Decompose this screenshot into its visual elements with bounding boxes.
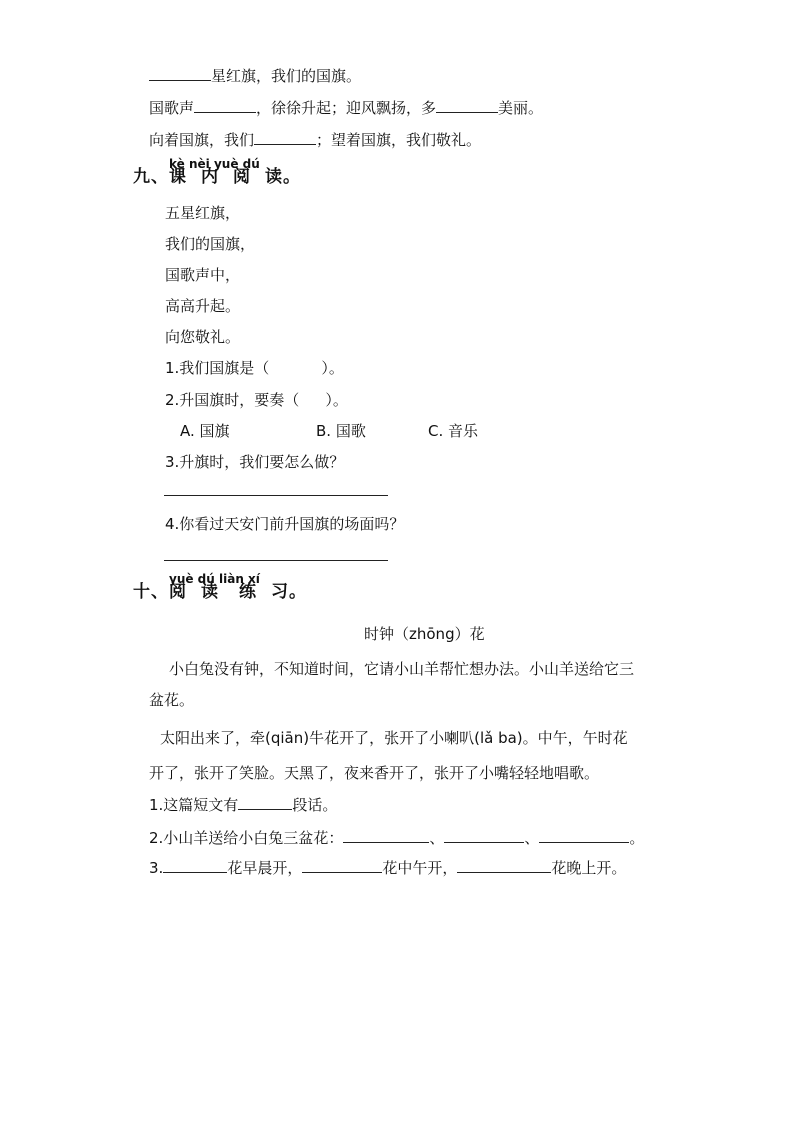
poem-line: 高高升起。 (165, 297, 241, 315)
section-10-title: yuè dú liàn xí 阅 读 练 习。 (169, 582, 307, 602)
s9-question-4: 4.你看过天安门前升国旗的场面吗？ (165, 515, 405, 533)
blank-flower-2[interactable] (444, 828, 524, 843)
s10-question-3: 3. 花早晨开， 花中午开， 花晚上开。 (149, 859, 627, 877)
story-title: 时钟（zhōng）花 (364, 625, 485, 643)
section-9-pinyin: kè nèi yuè dú (169, 157, 260, 171)
blank-how[interactable] (436, 98, 498, 113)
paragraph-1-line-1: 小白兔没有钟，不知道时间，它请小山羊帮忙想办法。小山羊送给它三 (169, 660, 635, 678)
s9-question-2: 2.升国旗时，要奏（ ）。 (165, 391, 348, 409)
section-9-title: kè nèi yuè dú 课 内 阅 读。 (169, 167, 301, 187)
option-c[interactable]: C. 音乐 (428, 422, 479, 440)
blank-flower-3[interactable] (539, 828, 629, 843)
blank-star-count[interactable] (149, 66, 211, 81)
s9-options (180, 421, 478, 441)
blank-noon-flower[interactable] (302, 858, 382, 873)
paragraph-2-line-1: 太阳出来了，牵(qiān)牛花开了，张开了小喇叭(lǎ ba)。中午，午时花 (160, 729, 628, 747)
fill-line-2: 国歌声 ，徐徐升起；迎风飘扬，多 美丽。 (149, 99, 544, 117)
section-10-pinyin: yuè dú liàn xí (169, 572, 260, 586)
answer-line-q4[interactable] (164, 560, 388, 561)
blank-we[interactable] (254, 130, 316, 145)
paragraph-2-line-2: 开了，张开了笑脸。天黑了，夜来香开了，张开了小嘴轻轻地唱歌。 (149, 764, 600, 782)
fill-line-1: 星红旗，我们的国旗。 (149, 66, 361, 86)
paragraph-1-line-2: 盆花。 (149, 691, 195, 709)
s10-question-2: 2.小山羊送给小白兔三盆花： 、 、 。 (149, 829, 645, 847)
blank-flower-1[interactable] (343, 828, 429, 843)
s10-question-1: 1.这篇短文有 段话。 (149, 796, 338, 814)
option-a[interactable]: A. 国旗 (180, 422, 230, 440)
poem-line: 国歌声中， (165, 266, 241, 284)
blank-paragraph-count[interactable] (238, 795, 292, 810)
answer-line-q3[interactable] (164, 495, 388, 496)
option-b[interactable]: B. 国歌 (316, 422, 366, 440)
fill-line-3: 向着国旗，我们 ；望着国旗，我们敬礼。 (149, 131, 482, 149)
blank-night-flower[interactable] (457, 858, 551, 873)
poem-line: 向您敬礼。 (165, 328, 241, 346)
s9-question-1: 1.我们国旗是（ ）。 (165, 359, 344, 377)
poem-line: 五星红旗， (165, 204, 241, 222)
blank-morning-flower[interactable] (163, 858, 227, 873)
section-10-heading: 十、 yuè dú liàn xí 阅 读 练 习。 (133, 582, 307, 602)
poem-line: 我们的国旗， (165, 235, 256, 253)
s9-question-3: 3.升旗时，我们要怎么做？ (165, 453, 345, 471)
blank-anthem[interactable] (194, 98, 256, 113)
section-9-heading: 九、 kè nèi yuè dú 课 内 阅 读。 (133, 167, 301, 187)
